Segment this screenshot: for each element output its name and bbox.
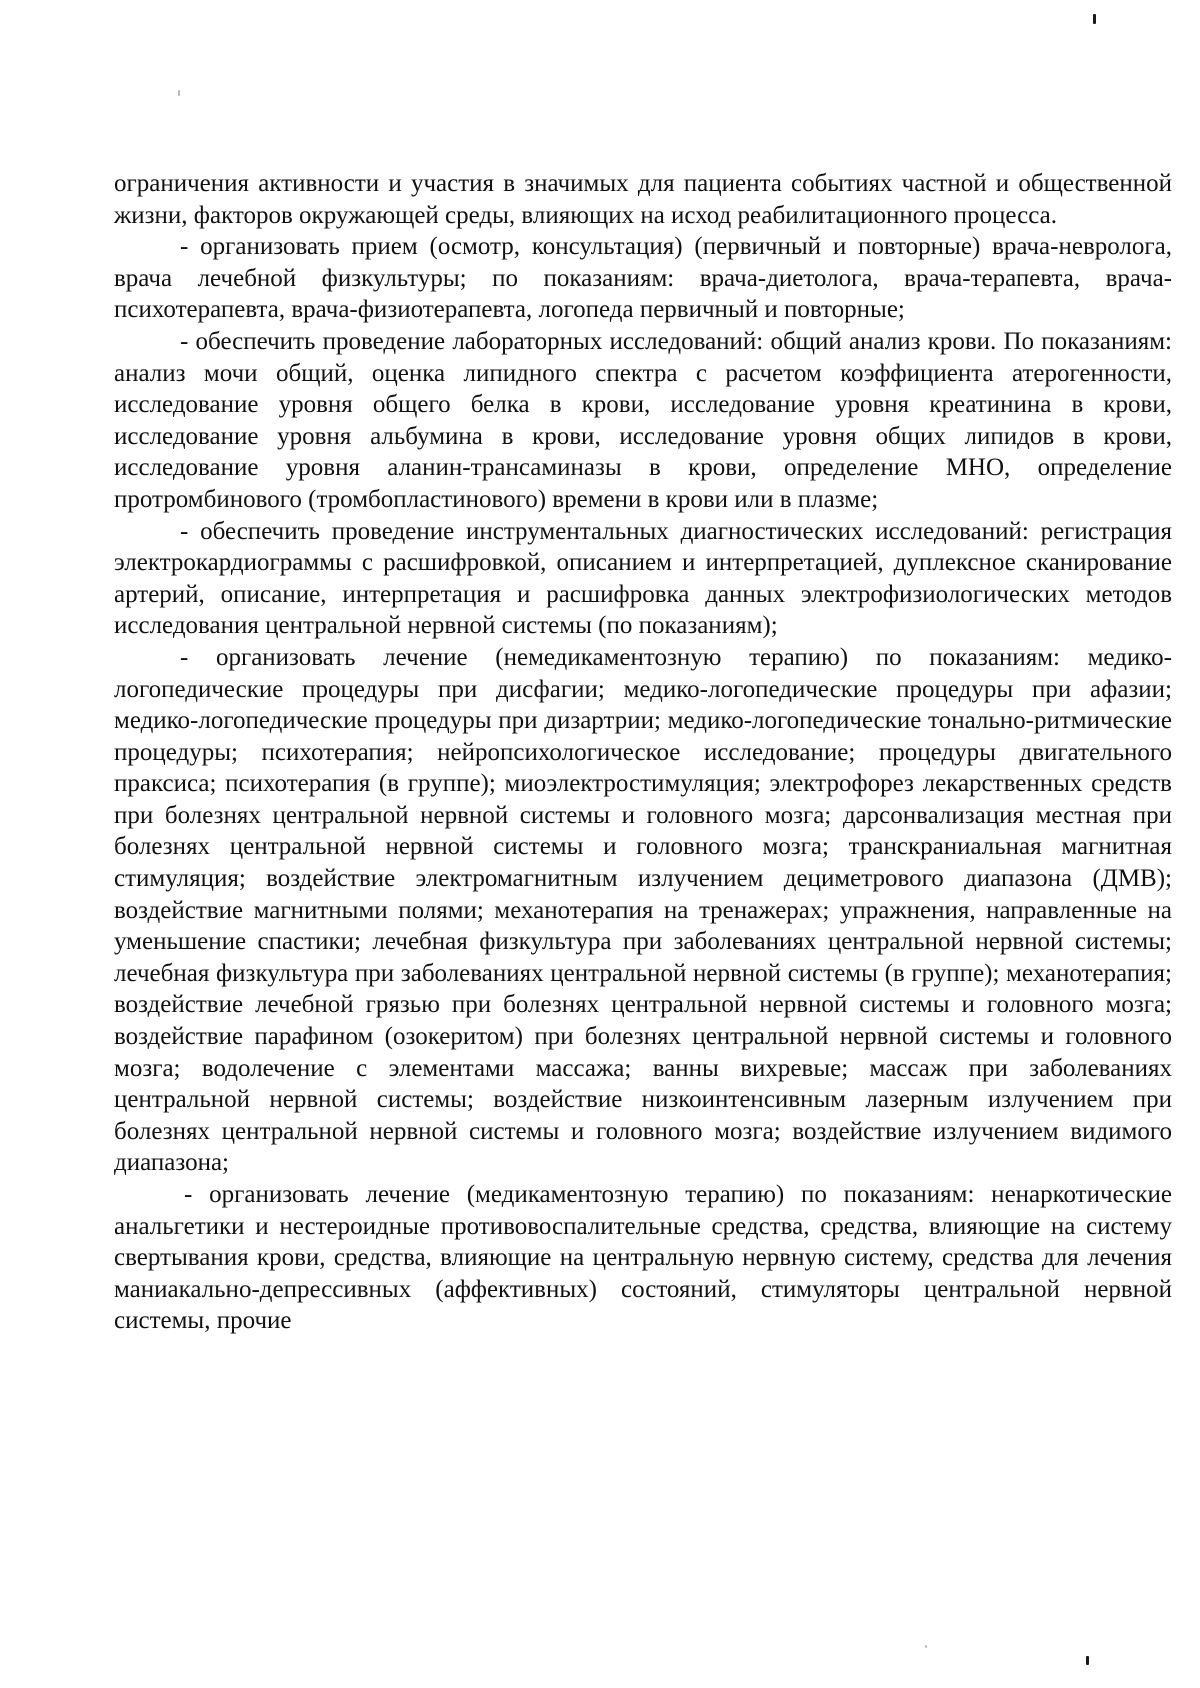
paragraph-drug-therapy: - организовать лечение (медикаментозную терапию) по показаниям: ненаркотические анальгетики и нестероидные противовоспалительные средства, средства, влияющие на систему свертывания крови, средства, влияющие на центральную нервную систему, средства для лечения маниакально-депрессивных (аффективных) состояний, стимуляторы центральной нервной системы, прочие xyxy=(114,1181,1172,1335)
document-body xyxy=(114,168,1172,1337)
paragraph-intro: ограничения активности и участия в значимых для пациента событиях частной и общественной жизни, факторов окружающей среды, влияющих на исход реабилитационного процесса. xyxy=(114,170,1172,229)
scan-mark-top-right xyxy=(1093,14,1096,24)
scan-mark-bottom-right xyxy=(1086,1656,1089,1665)
paragraph-lab-tests: - обеспечить проведение лабораторных исследований: общий анализ крови. По показаниям: анализ мочи общий, оценка липидного спектра с расчетом коэффициента атерогенности, исследование уровня общего белка в крови, исследование уровня креатинина в крови, исследование уровня альбумина в крови, исследование уровня общих липидов в крови, исследование уровня аланин-трансаминазы в крови, определение МНО, определение протромбинового (тромбопластинового) времени в крови или в плазме; xyxy=(114,327,1172,513)
paragraph-non-drug-therapy: - организовать лечение (немедикаментозную терапию) по показаниям: медико-логопедические процедуры при дисфагии; медико-логопедические процедуры при афазии; медико-логопедические процедуры при дизартрии; медико-логопедические тонально-ритмические процедуры; психотерапия; нейропсихологическое исследование; процедуры двигательного праксиса; психотерапия (в группе); миоэлектростимуляция; электрофорез лекарственных средств при болезнях центральной нервной системы и головного мозга; дарсонвализация местная при болезнях центральной нервной системы и головного мозга; транскраниальная магнитная стимуляция; воздействие электромагнитным излучением дециметрового диапазона (ДМВ); воздействие магнитными полями; механотерапия на тренажерах; упражнения, направленные на уменьшение спастики; лечебная физкультура при заболеваниях центральной нервной системы; лечебная физкультура при заболеваниях центральной нервной системы (в группе); механотерапия; воздействие лечебной грязью при болезнях центральной нервной системы и головного мозга; воздействие парафином (озокеритом) при болезнях центральной нервной системы и головного мозга; водолечение с элементами массажа; ванны вихревые; массаж при заболеваниях центральной нервной системы; воздействие низкоинтенсивным лазерным излучением при болезнях центральной нервной системы и головного мозга; воздействие излучением видимого диапазона; xyxy=(114,643,1172,1177)
paragraph-instrumental-diagnostics: - обеспечить проведение инструментальных диагностических исследований: регистрация электрокардиограммы с расшифровкой, описанием и интерпретацией, дуплексное сканирование артерий, описание, интерпретация и расшифровка данных электрофизиологических методов исследования центральной нервной системы (по показаниям); xyxy=(114,517,1172,640)
scan-mark-bottom-center xyxy=(925,1645,927,1648)
paragraph-consultations: - организовать прием (осмотр, консультация) (первичный и повторные) врача-невролога, врача лечебной физкультуры; по показаниям: врача-диетолога, врача-терапевта, врача-психотерапевта, врача-физиотерапевта, логопеда первичный и повторные; xyxy=(114,233,1172,324)
scan-mark-top-left xyxy=(178,90,180,96)
